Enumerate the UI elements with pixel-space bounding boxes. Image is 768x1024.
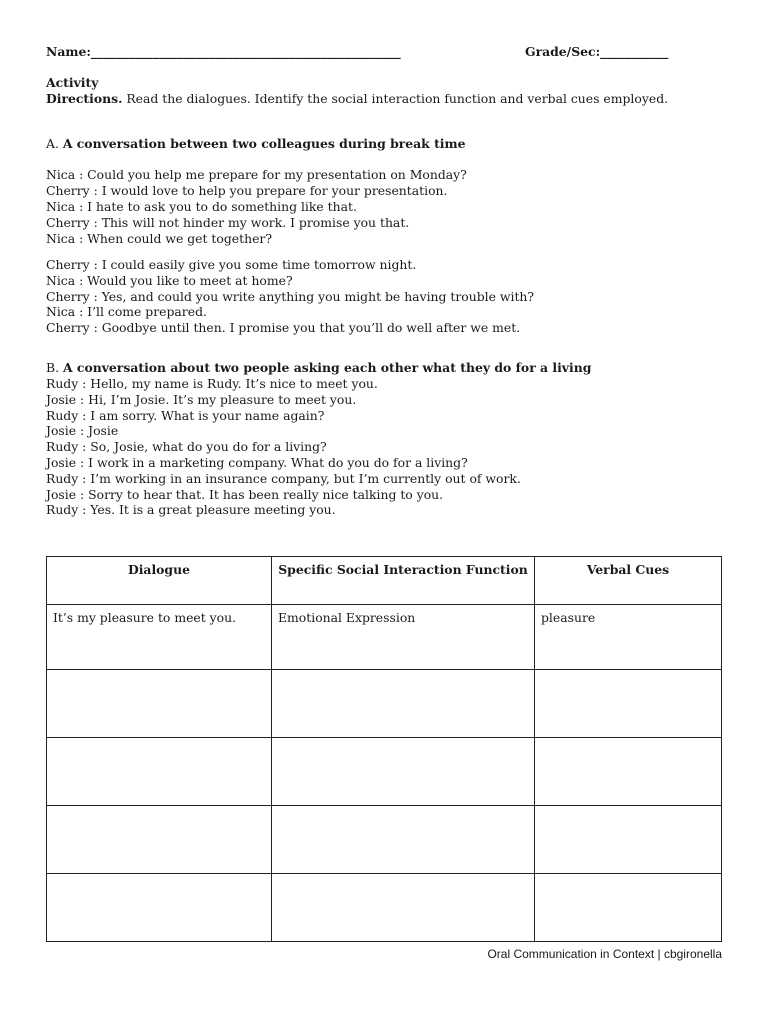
dialogue-line: Rudy : Yes. It is a great pleasure meeting you. <box>46 502 336 517</box>
table-header-row <box>47 557 722 605</box>
column-header-dialogue: Dialogue <box>47 557 272 605</box>
grade-section-field-label: Grade/Sec:___________ <box>525 44 669 59</box>
directions-text: Read the dialogues. Identify the social interaction function and verbal cues employed. <box>122 91 669 106</box>
dialogue-line: Rudy : Hello, my name is Rudy. It’s nice to meet you. <box>46 376 378 391</box>
directions-label: Directions. <box>46 91 123 106</box>
section-b-title: A conversation about two people asking each other what they do for a living <box>62 360 592 375</box>
dialogue-line: Josie : Josie <box>46 423 119 438</box>
dialogue-line: Rudy : So, Josie, what do you do for a living? <box>46 439 327 454</box>
column-header-verbal-cues: Verbal Cues <box>535 557 722 605</box>
cell-dialogue[interactable] <box>47 806 272 874</box>
dialogue-line: Cherry : This will not hinder my work. I promise you that. <box>46 215 410 230</box>
column-header-function: Specific Social Interaction Function <box>272 557 535 605</box>
cell-verbal-cues[interactable] <box>535 670 722 738</box>
cell-function[interactable] <box>272 738 535 806</box>
section-a-letter: A. <box>46 136 63 151</box>
dialogue-line: Nica : I’ll come prepared. <box>46 304 207 319</box>
dialogue-line: Rudy : I’m working in an insurance company, but I’m currently out of work. <box>46 471 521 486</box>
activity-title: Activity <box>46 75 99 90</box>
directions <box>46 91 686 107</box>
table-row <box>47 806 722 874</box>
dialogue-line: Josie : Hi, I’m Josie. It’s my pleasure to meet you. <box>46 392 357 407</box>
dialogue-line: Nica : Would you like to meet at home? <box>46 273 293 288</box>
table-row <box>47 670 722 738</box>
cell-dialogue[interactable] <box>47 874 272 942</box>
section-a-heading <box>46 136 466 151</box>
name-field-label: Name:__________________________________________________ <box>46 44 401 59</box>
dialogue-line: Cherry : I would love to help you prepare for your presentation. <box>46 183 448 198</box>
dialogue-line: Josie : I work in a marketing company. What do you do for a living? <box>46 455 468 470</box>
table-row <box>47 738 722 806</box>
table-row <box>47 605 722 670</box>
dialogue-line: Cherry : I could easily give you some time tomorrow night. <box>46 257 417 272</box>
cell-function: Emotional Expression <box>272 605 535 670</box>
cell-function[interactable] <box>272 670 535 738</box>
cell-verbal-cues[interactable] <box>535 738 722 806</box>
cell-verbal-cues[interactable] <box>535 806 722 874</box>
answer-table <box>46 556 722 942</box>
dialogue-line: Josie : Sorry to hear that. It has been really nice talking to you. <box>46 487 444 502</box>
dialogue-line: Cherry : Goodbye until then. I promise you that you’ll do well after we met. <box>46 320 521 335</box>
section-b-heading <box>46 360 591 375</box>
section-a-title: A conversation between two colleagues during break time <box>62 136 466 151</box>
cell-dialogue: It’s my pleasure to meet you. <box>47 605 272 670</box>
dialogue-line: Rudy : I am sorry. What is your name again? <box>46 408 325 423</box>
cell-function[interactable] <box>272 874 535 942</box>
cell-function[interactable] <box>272 806 535 874</box>
cell-dialogue[interactable] <box>47 738 272 806</box>
cell-verbal-cues: pleasure <box>535 605 722 670</box>
dialogue-line: Nica : When could we get together? <box>46 231 272 246</box>
dialogue-line: Nica : Could you help me prepare for my presentation on Monday? <box>46 167 467 182</box>
table-row <box>47 874 722 942</box>
section-b-letter: B. <box>46 360 63 375</box>
cell-dialogue[interactable] <box>47 670 272 738</box>
dialogue-line: Cherry : Yes, and could you write anything you might be having trouble with? <box>46 289 535 304</box>
cell-verbal-cues[interactable] <box>535 874 722 942</box>
footer-credit: Oral Communication in Context | cbgironella <box>487 947 722 961</box>
dialogue-line: Nica : I hate to ask you to do something like that. <box>46 199 357 214</box>
